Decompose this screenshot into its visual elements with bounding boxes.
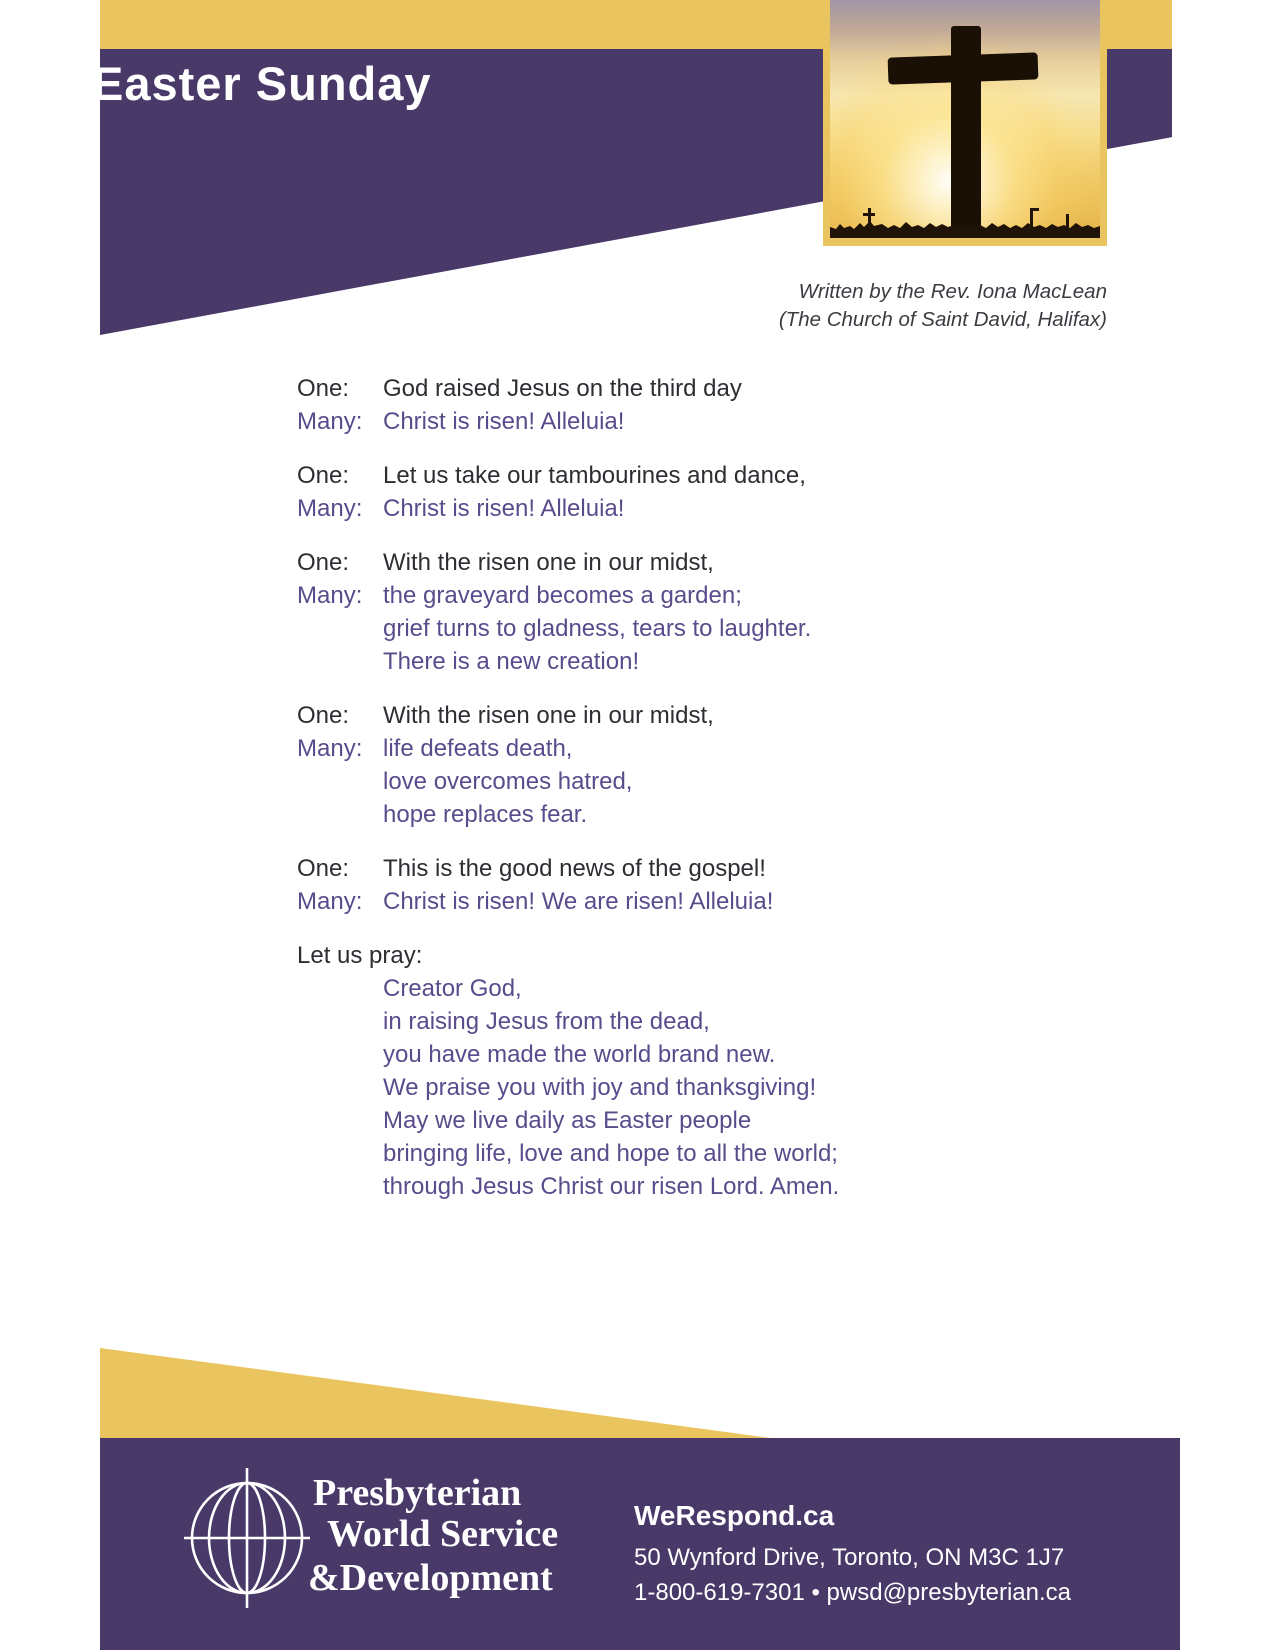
liturgy-row [297,405,1057,438]
prayer-line: through Jesus Christ our risen Lord. Amen. [383,1173,840,1200]
prayer-line: you have made the world brand new. [383,1041,776,1068]
liturgy-row [297,885,1057,918]
website-url: WeRespond.ca [634,1500,835,1531]
liturgy-line: grief turns to gladness, tears to laughter. [383,615,812,642]
liturgy-row [297,645,1057,678]
footer [100,1438,1180,1650]
liturgy-line: Christ is risen! We are risen! Alleluia! [383,888,774,915]
liturgy-line: God raised Jesus on the third day [383,375,742,402]
org-name-line-3: &Development [308,1557,553,1599]
speaker-label [297,645,383,678]
attribution-line-2: (The Church of Saint David, Halifax) [778,308,1107,331]
attribution [779,278,1107,334]
speaker-label: One: [297,462,350,489]
liturgy-section-2 [297,459,1057,525]
liturgy-line: This is the good news of the gospel! [383,855,766,882]
liturgy-line: With the risen one in our midst, [383,549,714,576]
speaker-label [297,798,383,831]
globe-logo-icon [177,1468,317,1608]
cross-photo-frame [823,0,1107,246]
prayer-line: We praise you with joy and thanksgiving! [383,1074,817,1101]
liturgy-line: There is a new creation! [383,648,640,675]
liturgy-row [297,579,1057,612]
liturgy-row [297,612,1057,645]
speaker-label: Many: [297,735,363,762]
attribution-line-1: Written by the Rev. Iona MacLean [798,280,1107,303]
liturgy-row [297,732,1057,765]
org-name-line-1: Presbyterian [313,1472,522,1514]
prayer-line: May we live daily as Easter people [383,1107,752,1134]
liturgy-row [297,798,1057,831]
speaker-label: One: [297,855,350,882]
liturgy-body [297,372,1057,1224]
liturgy-row [297,852,1057,885]
liturgy-section-4 [297,699,1057,831]
liturgy-line: Christ is risen! Alleluia! [383,408,625,435]
liturgy-line: Christ is risen! Alleluia! [383,495,625,522]
prayer-line: in raising Jesus from the dead, [383,1008,710,1035]
prayer-line: bringing life, love and hope to all the world; [383,1140,838,1167]
liturgy-line: the graveyard becomes a garden; [383,582,742,609]
liturgy-line: Let us take our tambourines and dance, [383,462,806,489]
phone-and-email: 1-800-619-7301 • pwsd@presbyterian.ca [634,1579,1072,1606]
liturgy-row [297,765,1057,798]
page-title: Easter Sunday [92,57,432,110]
liturgy-row [297,492,1057,525]
prayer-section [297,939,1057,1203]
liturgy-section-5 [297,852,1057,918]
liturgy-row [297,459,1057,492]
prayer-line: Creator God, [383,975,522,1002]
liturgy-section-1 [297,372,1057,438]
liturgy-line: hope replaces fear. [383,801,588,828]
speaker-label: Many: [297,888,363,915]
speaker-label: One: [297,702,350,729]
liturgy-line: With the risen one in our midst, [383,702,714,729]
footer-gold-wedge [100,1348,778,1439]
liturgy-section-3 [297,546,1057,678]
speaker-label [297,765,383,798]
speaker-label: One: [297,375,350,402]
cross-silhouette-icon [830,0,1100,238]
speaker-label: Many: [297,582,363,609]
cross-sunset-photo [830,0,1100,238]
liturgy-line: life defeats death, [383,735,573,762]
liturgy-row [297,372,1057,405]
liturgy-line: love overcomes hatred, [383,768,633,795]
org-name-line-2: World Service [327,1513,559,1555]
mailing-address: 50 Wynford Drive, Toronto, ON M3C 1J7 [634,1544,1065,1571]
speaker-label [297,612,383,645]
speaker-label: Many: [297,408,363,435]
speaker-label: Many: [297,495,363,522]
prayer-heading: Let us pray: [297,942,423,969]
liturgy-row [297,546,1057,579]
speaker-label: One: [297,549,350,576]
liturgy-row [297,699,1057,732]
